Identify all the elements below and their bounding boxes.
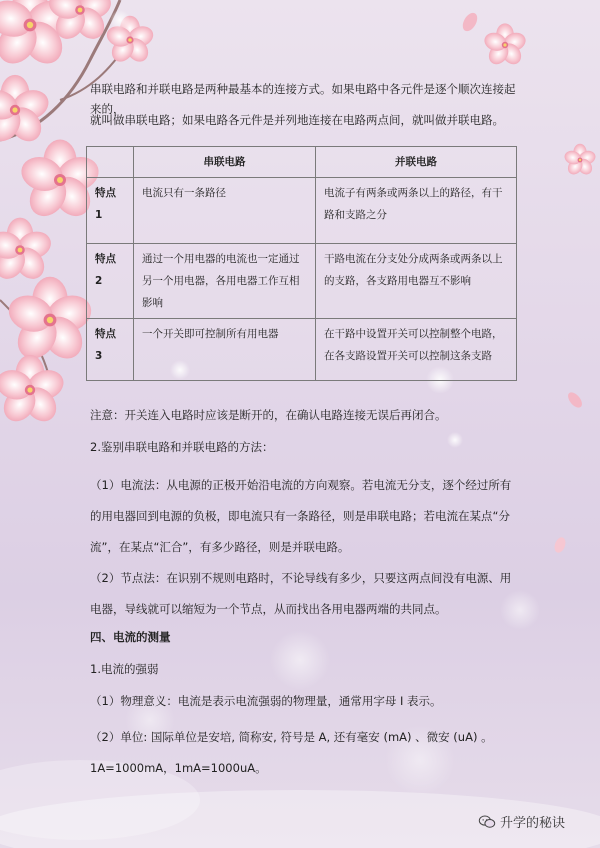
series-cell: 电流只有一条路径	[134, 178, 316, 244]
table-header-corner	[87, 147, 134, 178]
footer-watermark	[478, 812, 565, 831]
subsection-heading: 1.电流的强弱	[90, 662, 159, 676]
row-label: 特点 2	[87, 244, 134, 319]
series-cell: 一个开关即可控制所有用电器	[134, 319, 316, 381]
table-row	[87, 244, 517, 319]
table-row	[87, 178, 517, 244]
section-heading: 四、电流的测量	[90, 630, 171, 644]
method-2-text: （2）节点法：在识别不规则电路时，不论导线有多少，只要这两点间没有电源、用电器，导线就可以缩短为一个节点，从而找出各用电器两端的共同点。	[90, 571, 512, 616]
series-cell: 通过一个用电器的电流也一定通过另一个用电器，各用电器工作互相影响	[134, 244, 316, 319]
note-text: 注意：开关连入电路时应该是断开的，在确认电路连接无误后再闭合。	[90, 408, 447, 422]
intro-line-2: 就叫做串联电路；如果电路各元件是并列地连接在电路两点间，就叫做并联电路。	[90, 113, 504, 127]
table-header-parallel: 并联电路	[316, 147, 517, 178]
row-label: 特点 3	[87, 319, 134, 381]
table-row	[87, 319, 517, 381]
wechat-icon	[478, 815, 496, 829]
parallel-cell: 电流子有两条或两条以上的路径，有干路和支路之分	[316, 178, 517, 244]
intro-line-1: 串联电路和并联电路是两种最基本的连接方式。如果电路中各元件是逐个顺次连接起来的，	[90, 82, 516, 116]
table-header-series: 串联电路	[134, 147, 316, 178]
parallel-cell: 在干路中设置开关可以控制整个电路，在各支路设置开关可以控制这条支路	[316, 319, 517, 381]
method-title: 2.鉴别串联电路和并联电路的方法：	[90, 440, 274, 454]
method-1-text: （1）电流法：从电源的正极开始沿电流的方向观察。若电流无分支，逐个经过所有的用电器回到电源的负极，即电流只有一条路径，则是串联电路；若电流在某点“分流”，在某点“汇合”，有多少路径，则是并联电路。	[90, 478, 512, 554]
item-2-text: （2）单位: 国际单位是安培, 简称安, 符号是 A, 还有毫安 (mA) 、微安 (uA) 。1A=1000mA，1mA=1000uA。	[90, 730, 493, 775]
comparison-table	[86, 146, 517, 381]
footer-text: 升学的秘诀	[500, 816, 566, 831]
item-1-text: （1）物理意义：电流是表示电流强弱的物理量，通常用字母 I 表示。	[90, 694, 442, 708]
parallel-cell: 干路电流在分支处分成两条或两条以上的支路，各支路用电器互不影响	[316, 244, 517, 319]
table-header-row	[87, 147, 517, 178]
row-label: 特点 1	[87, 178, 134, 244]
